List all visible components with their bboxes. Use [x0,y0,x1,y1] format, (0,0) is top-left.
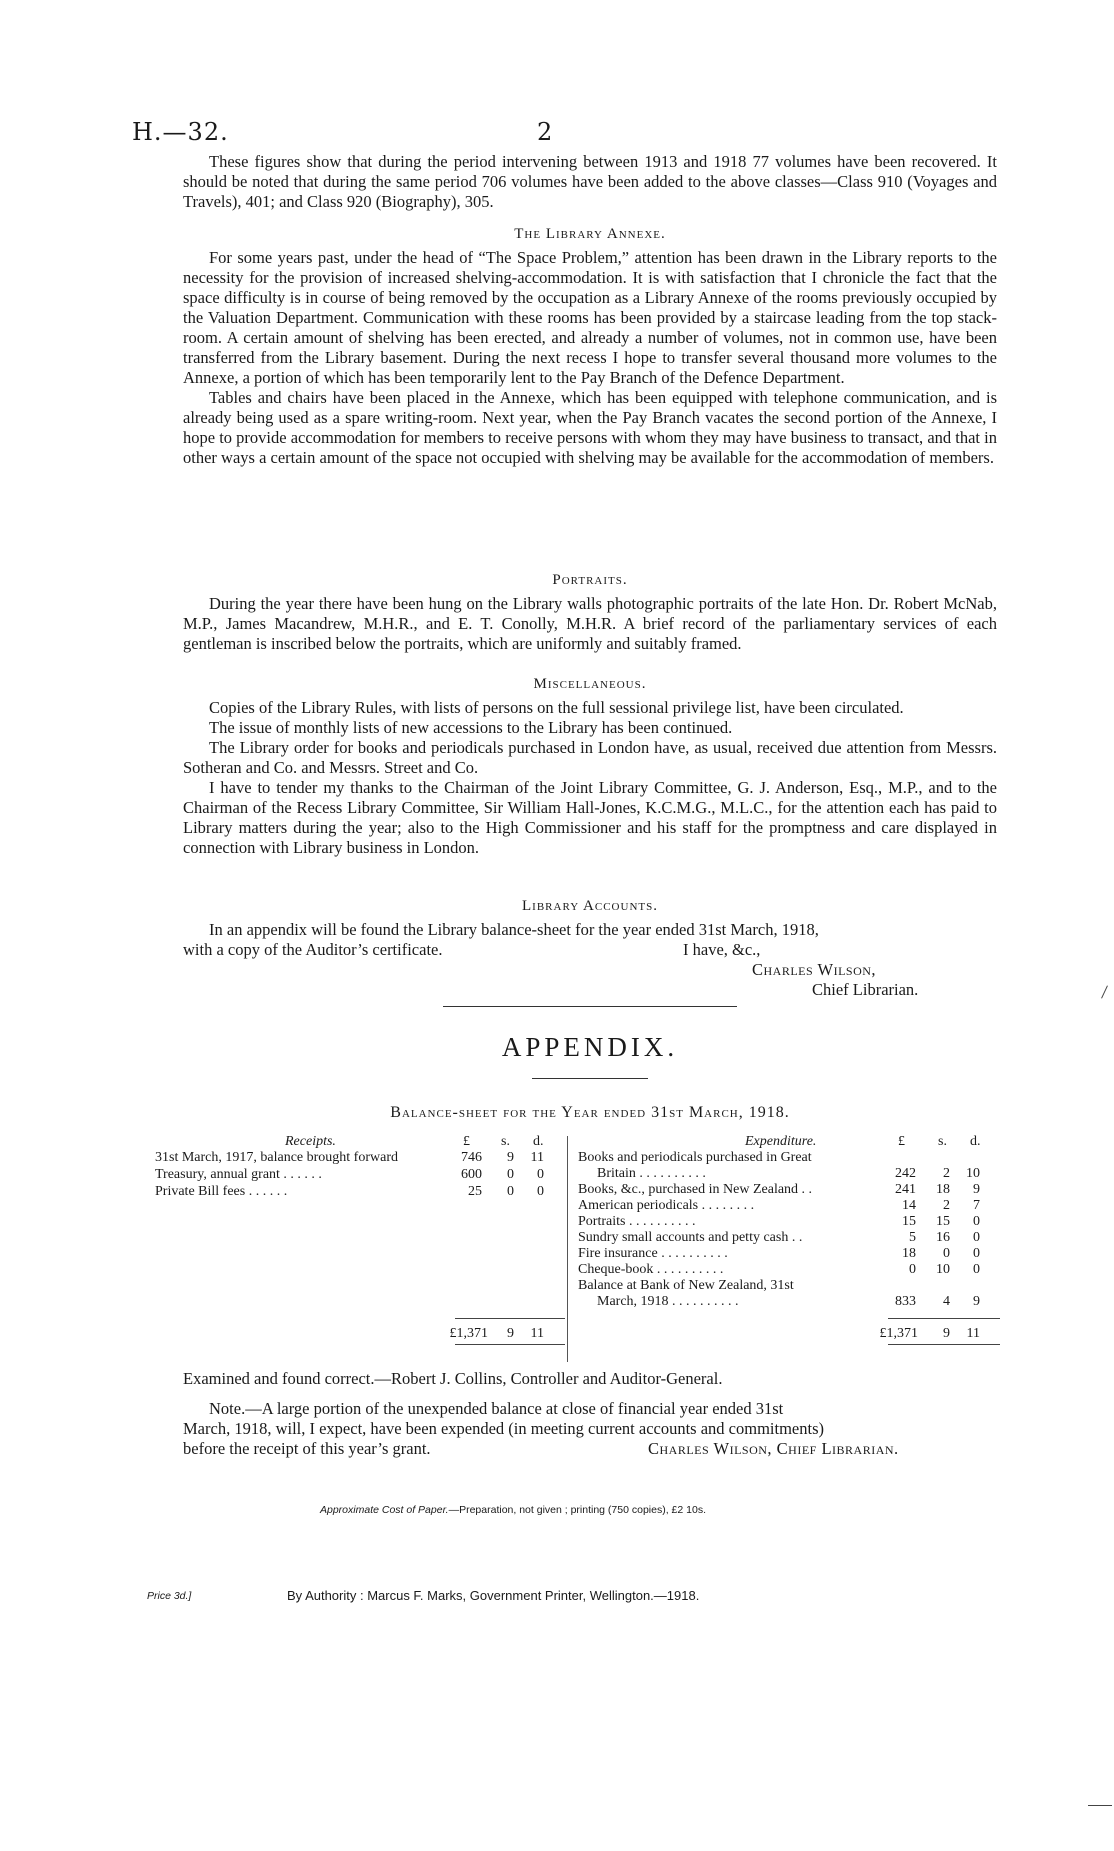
expenditure-row-label: Sundry small accounts and petty cash . . [578,1230,803,1245]
expenditure-row-pounds: 5 [909,1230,916,1245]
expenditure-row-label: Cheque-book . . . . . . . . . . [578,1262,724,1277]
cost-of-paper [320,1504,706,1516]
portraits-heading: Portraits. [552,572,628,588]
expenditure-row-pounds: 241 [895,1182,916,1197]
note-line-2: March, 1918, will, I expect, have been expended (in meeting current accounts and commitments) [183,1419,824,1438]
receipt-row-pounds: 600 [461,1167,482,1182]
receipt-row-shillings: 0 [507,1167,514,1182]
expenditure-total-shillings: 9 [943,1326,950,1341]
expenditure-row-pounds: 14 [902,1198,916,1213]
expenditure-row-shillings: 2 [943,1198,950,1213]
receipts-total-pence: 11 [530,1326,544,1341]
expenditure-row-pence: 0 [973,1214,980,1229]
receipt-row-pounds: 25 [468,1184,482,1199]
expenditure-row-pence: 9 [973,1182,980,1197]
expenditure-pounds-header: £ [898,1134,905,1149]
expenditure-row-pounds: 18 [902,1246,916,1261]
annexe-heading: The Library Annexe. [514,226,666,242]
expenditure-shillings-header: s. [938,1134,947,1149]
expenditure-row-pounds: 15 [902,1214,916,1229]
expenditure-row-label: Fire insurance . . . . . . . . . . [578,1246,728,1261]
expenditure-row-label-cont: March, 1918 . . . . . . . . . . [597,1294,739,1309]
receipt-row-label: 31st March, 1917, balance brought forward [155,1150,398,1165]
receipt-row-label: Treasury, annual grant . . . . . . [155,1167,322,1182]
printer-authority: By Authority : Marcus F. Marks, Government Printer, Wellington.—1918. [287,1588,700,1603]
note-line-3: before the receipt of this year’s grant. [183,1439,431,1458]
expenditure-row-shillings: 10 [936,1262,950,1277]
closing: I have, &c., [683,940,761,959]
receipt-row-pounds: 746 [461,1150,482,1165]
expenditure-row-pence: 0 [973,1262,980,1277]
receipts-heading: Receipts. [285,1134,336,1149]
note-signature: Charles Wilson, Chief Librarian. [648,1439,899,1458]
paragraph: The issue of monthly lists of new accessions to the Library has been continued. [209,718,733,737]
expenditure-row-pence: 0 [973,1246,980,1261]
paragraph: The Library order for books and periodicals purchased in London have, as usual, received due attention from Messrs. Sotheran and Co. and Messrs. Street and Co. [183,738,997,777]
expenditure-row-label: Portraits . . . . . . . . . . [578,1214,696,1229]
expenditure-row-label: Books, &c., purchased in New Zealand . . [578,1182,813,1197]
expenditure-row-pence: 9 [973,1294,980,1309]
expenditure-row-shillings: 16 [936,1230,950,1245]
accounts-line-2: with a copy of the Auditor’s certificate. [183,940,443,959]
expenditure-pence-header: d. [970,1134,981,1149]
expenditure-row-shillings: 2 [943,1166,950,1181]
paragraph: I have to tender my thanks to the Chairman of the Joint Library Committee, G. J. Anderson, Esq., M.P., and to the Chairman of the Recess Library Committee, Sir William Hall-Jones, K.C.M.G., M.L.C., for the attention each has paid to Library matters during the year; also to the High Commissioner and his staff for the promptness and care displayed in connection with Library business in London. [183,778,997,857]
expenditure-row-shillings: 15 [936,1214,950,1229]
receipt-row-pence: 0 [537,1184,544,1199]
expenditure-heading: Expenditure. [745,1134,817,1149]
receipt-row-label: Private Bill fees . . . . . . [155,1184,288,1199]
examined-statement: Examined and found correct.—Robert J. Collins, Controller and Auditor-General. [183,1369,723,1388]
expenditure-row-label-cont: Britain . . . . . . . . . . [597,1166,706,1181]
expenditure-row-pence: 10 [966,1166,980,1181]
expenditure-bottom-rule [888,1344,1000,1345]
receipts-shillings-header: s. [501,1134,510,1149]
receipt-row-pence: 11 [530,1150,544,1165]
expenditure-row-shillings: 0 [943,1246,950,1261]
expenditure-row-label: American periodicals . . . . . . . . [578,1198,755,1213]
expenditure-row-shillings: 18 [936,1182,950,1197]
price-note: Price 3d.] [147,1590,192,1602]
paragraph: During the year there have been hung on the Library walls photographic portraits of the late Hon. Dr. Robert McNab, M.P., James Macandrew, M.H.R., and E. T. Conolly, M.H.R. A brief record of the parliamentary services of each gentleman is inscribed below the portraits, which are uniformly and suitably framed. [183,594,997,653]
receipts-pounds-header: £ [463,1134,470,1149]
receipts-total-shillings: 9 [507,1326,514,1341]
expenditure-row-pounds: 242 [895,1166,916,1181]
signatory-title: Chief Librarian. [812,980,919,999]
expenditure-row-pence: 7 [973,1198,980,1213]
receipts-total-pounds: £1,371 [449,1326,488,1341]
receipt-row-shillings: 0 [507,1184,514,1199]
receipts-bottom-rule [455,1344,565,1345]
paragraph: These figures show that during the period intervening between 1913 and 1918 77 volumes have been recovered. It should be noted that during the same period 706 volumes have been added to the above classes—Class 910 (Voyages and Travels), 401; and Class 920 (Biography), 305. [183,152,997,211]
expenditure-row-pounds: 833 [895,1294,916,1309]
paragraph: Copies of the Library Rules, with lists of persons on the full sessional privilege list, have been circulated. [209,698,904,717]
expenditure-total-pounds: £1,371 [879,1326,918,1341]
accounts-heading: Library Accounts. [522,898,658,914]
receipt-row-pence: 0 [537,1167,544,1182]
cost-label: Approximate Cost of Paper. [320,1504,449,1516]
expenditure-total-rule [888,1318,1000,1319]
paragraph: Tables and chairs have been placed in the Annexe, which has been equipped with telephone communication, and is already being used as a spare writing-room. Next year, when the Pay Branch vacates the second portion of the Annexe, I hope to provide accommodation for members to receive persons with whom they may have business to transact, and that in other ways a certain amount of the space not occupied with shelving may be available for the accommodation of members. [183,388,997,467]
miscellaneous-heading: Miscellaneous. [533,676,647,692]
receipt-row-shillings: 9 [507,1150,514,1165]
expenditure-row-pounds: 0 [909,1262,916,1277]
paragraph: For some years past, under the head of “The Space Problem,” attention has been drawn in the Library reports to the necessity for the provision of increased shelving-accommodation. It is with satisfaction that I chronicle the fact that the space difficulty is in course of being removed by the occupation as a Library Annexe of the rooms previously occupied by the Valuation Department. Communication with these rooms has been provided by a staircase leading from the top stack-room. A certain amount of shelving has been erected, and already a number of volumes, not in common use, have been transferred from the Library basement. During the next recess I hope to transfer several thousand more volumes to the Annexe, a portion of which has been temporarily lent to the Pay Branch of the Defence Department. [183,248,997,387]
expenditure-row-label: Balance at Bank of New Zealand, 31st [578,1278,794,1293]
cost-text: —Preparation, not given ; printing (750 copies), £2 10s. [448,1504,706,1516]
accounts-line-1: In an appendix will be found the Library balance-sheet for the year ended 31st March, 1918, [209,920,819,939]
appendix-title: APPENDIX. [501,1032,679,1062]
expenditure-total-pence: 11 [966,1326,980,1341]
column-divider [567,1136,568,1362]
expenditure-row-label: Books and periodicals purchased in Great [578,1150,812,1165]
note-line-1: Note.—A large portion of the unexpended balance at close of financial year ended 31st [209,1399,784,1418]
page-number: 2 [537,118,553,146]
signatory-name: Charles Wilson, [752,960,877,979]
receipts-total-rule [455,1318,565,1319]
expenditure-row-pence: 0 [973,1230,980,1245]
page-reference: H.—32. [132,118,229,146]
margin-mark [1088,1805,1112,1806]
balance-sheet-title: Balance-sheet for the Year ended 31st March, 1918. [390,1104,790,1121]
receipts-pence-header: d. [533,1134,544,1149]
expenditure-row-shillings: 4 [943,1294,950,1309]
